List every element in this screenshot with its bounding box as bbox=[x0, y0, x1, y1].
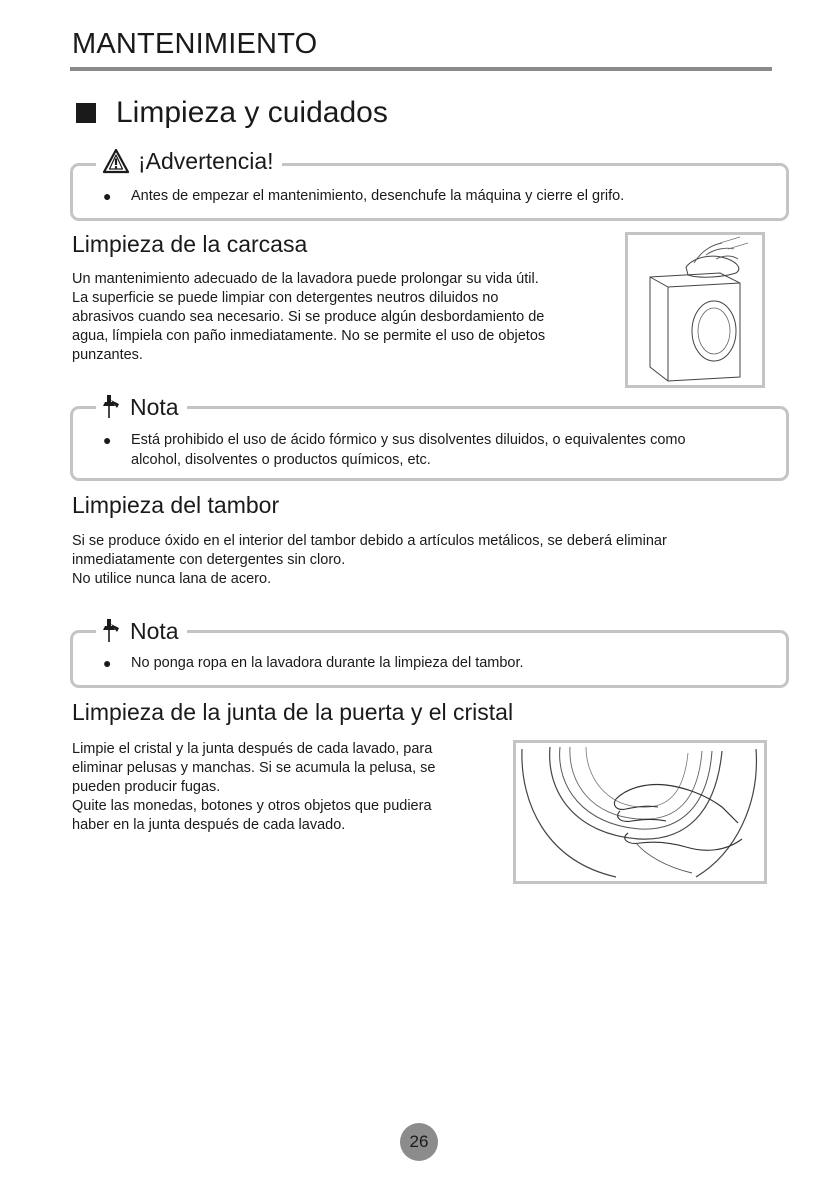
paragraph-line: inmediatamente con detergentes sin cloro. bbox=[72, 552, 346, 568]
note-title: Nota bbox=[130, 393, 179, 420]
warning-item-text: Antes de empezar el mantenimiento, desenchufe la máquina y cierre el grifo. bbox=[131, 188, 625, 204]
subsection-title-carcasa: Limpieza de la carcasa bbox=[72, 231, 308, 257]
pushpin-icon bbox=[102, 394, 122, 420]
paragraph-line: agua, límpiela con paño inmediatamente. No se permite el uso de objetos bbox=[72, 328, 546, 344]
subsection-title-junta: Limpieza de la junta de la puerta y el cristal bbox=[72, 699, 514, 725]
carcasa-paragraph bbox=[72, 270, 612, 365]
paragraph-line: haber en la junta después de cada lavado. bbox=[72, 817, 346, 833]
paragraph-line: No utilice nunca lana de acero. bbox=[72, 571, 272, 587]
page-number-text: 26 bbox=[409, 1132, 429, 1151]
junta-paragraph bbox=[72, 740, 502, 835]
paragraph-line: La superficie se puede limpiar con detergentes neutros diluidos no bbox=[72, 290, 499, 306]
door-seal-cleaning-illustration bbox=[513, 740, 767, 884]
title-rule bbox=[70, 67, 772, 71]
page-title: MANTENIMIENTO bbox=[72, 28, 318, 60]
paragraph-line: Un mantenimiento adecuado de la lavadora puede prolongar su vida útil. bbox=[72, 271, 539, 287]
note-item bbox=[103, 430, 783, 470]
page-number bbox=[400, 1123, 438, 1161]
section-title: Limpieza y cuidados bbox=[116, 96, 388, 129]
paragraph-line: punzantes. bbox=[72, 347, 143, 363]
note-item-text: No ponga ropa en la lavadora durante la limpieza del tambor. bbox=[131, 655, 524, 671]
note-title: Nota bbox=[130, 617, 179, 644]
paragraph-line: Limpie el cristal y la junta después de cada lavado, para bbox=[72, 741, 433, 757]
paragraph-line: eliminar pelusas y manchas. Si se acumula la pelusa, se bbox=[72, 760, 436, 776]
bullet-dot: ● bbox=[103, 655, 112, 671]
paragraph-line: pueden producir fugas. bbox=[72, 779, 221, 795]
bullet-dot: ● bbox=[103, 432, 112, 448]
paragraph-line: Quite las monedas, botones y otros objetos que pudiera bbox=[72, 798, 432, 814]
bullet-dot: ● bbox=[103, 188, 112, 204]
note-item-line: Está prohibido el uso de ácido fórmico y sus disolventes diluidos, o equivalentes como bbox=[131, 432, 686, 448]
washer-cleaning-illustration bbox=[625, 232, 765, 388]
warning-title: ¡Advertencia! bbox=[138, 147, 274, 174]
note-box-title bbox=[96, 614, 187, 648]
paragraph-line: Si se produce óxido en el interior del tambor debido a artículos metálicos, se deberá eliminar bbox=[72, 533, 667, 549]
section-bullet-square bbox=[76, 103, 96, 123]
pushpin-icon bbox=[102, 618, 122, 644]
warning-triangle-icon bbox=[102, 148, 130, 174]
note-box-title bbox=[96, 390, 187, 424]
warning-box-title bbox=[96, 143, 282, 179]
subsection-title-tambor: Limpieza del tambor bbox=[72, 492, 280, 518]
paragraph-line: abrasivos cuando sea necesario. Si se produce algún desbordamiento de bbox=[72, 309, 545, 325]
note-item-text bbox=[131, 430, 686, 470]
note-item-line: alcohol, disolventes o productos químicos, etc. bbox=[131, 452, 431, 468]
tambor-paragraph bbox=[72, 532, 772, 589]
